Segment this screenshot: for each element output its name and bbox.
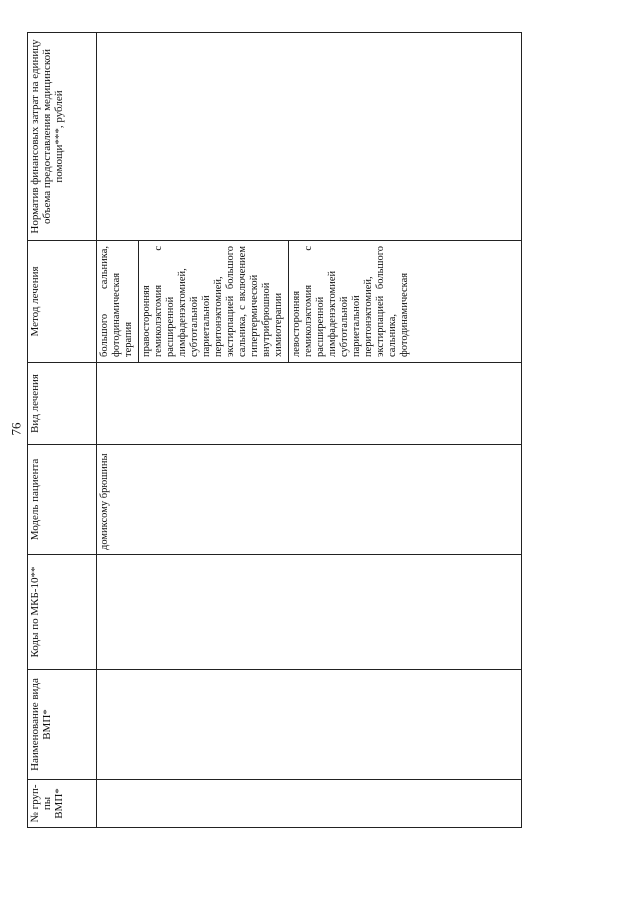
treatment-method-item: правосторонняя гемиколэктомия с расширенной лимфаденэктомией, субтотальной париетальной перитонэктомией, экстирпацией большого сальника, с включением гипертермической внутрибрюшной химиотерапии: [138, 241, 288, 362]
header-financial-norm: Норматив финансовых затрат на единицу объема предоставления медицинской помощи***, рублей: [28, 33, 97, 241]
vmp-table: [27, 32, 522, 828]
cell-treatment-method: [97, 241, 522, 363]
header-treatment-type: Вид лечения: [28, 363, 97, 445]
table-row: [97, 33, 522, 828]
rotated-table-container: [27, 33, 522, 828]
page-number: 76: [8, 422, 24, 436]
header-group-no: № груп-пы ВМП*: [28, 780, 97, 828]
cell-group-no: [97, 780, 522, 828]
table-header-row: [28, 33, 97, 828]
cell-financial-norm: [97, 33, 522, 241]
header-patient-model: Модель пациента: [28, 445, 97, 555]
header-vmp-name: Наименование вида ВМП*: [28, 670, 97, 780]
header-icd-codes: Коды по МКБ-10**: [28, 555, 97, 670]
cell-vmp-name: [97, 670, 522, 780]
cell-icd-codes: [97, 555, 522, 670]
cell-patient-model: домиксому брюшины: [97, 445, 522, 555]
treatment-method-item: левосторонняя гемиколэктомия с расширенной лимфаденэктомией субтотальной париетальной перитонэктомией, экстирпацией большого сальника, фотодинамическая: [288, 241, 414, 362]
cell-treatment-type: [97, 363, 522, 445]
treatment-method-item: большого сальника, фотодинамическая терапия: [99, 246, 134, 357]
header-treatment-method: Метод лечения: [28, 241, 97, 363]
